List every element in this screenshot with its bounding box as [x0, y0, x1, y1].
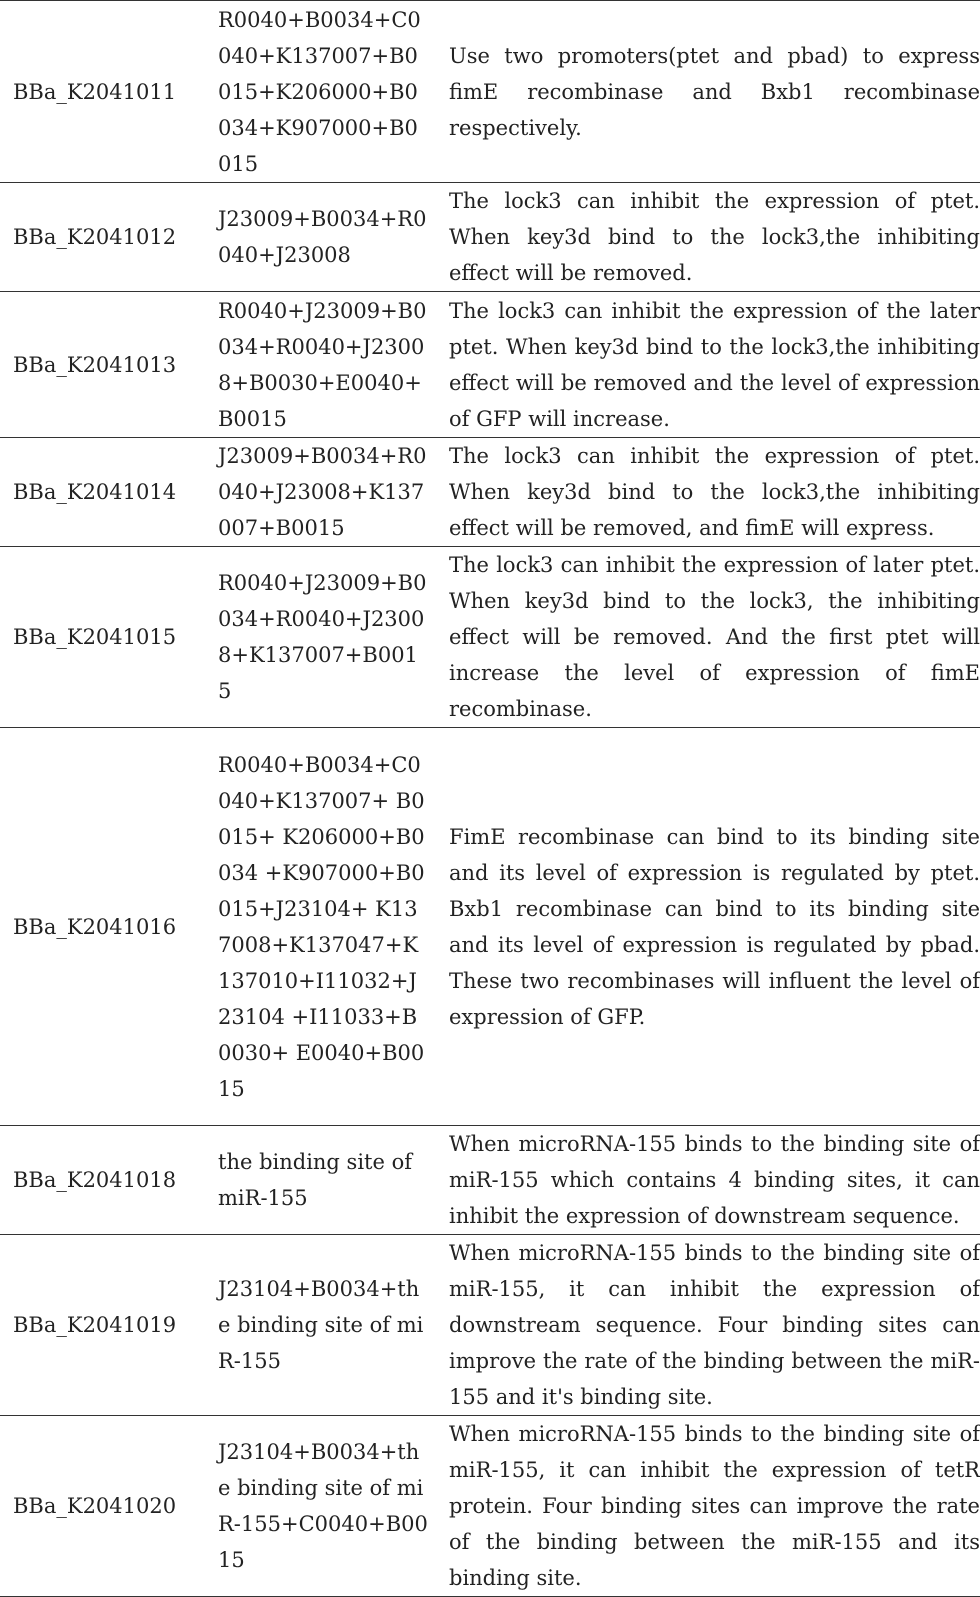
parts-table-body: [0, 1, 980, 1597]
table-row: [0, 1126, 980, 1235]
table-row: [0, 438, 980, 547]
part-components-cell: the binding site of miR-155: [206, 1126, 436, 1235]
part-id-cell: BBa_K2041012: [0, 183, 206, 292]
part-description-cell: The lock3 can inhibit the expression of ptet. When key3d bind to the lock3,the inhibiting effect will be removed, and fimE will express.: [436, 438, 980, 547]
table-row: [0, 1416, 980, 1597]
part-components-cell: R0040+J23009+B0034+R0040+J23008+B0030+E0040+B0015: [206, 292, 436, 438]
part-description-cell: When microRNA-155 binds to the binding site of miR-155 which contains 4 binding sites, it can inhibit the expression of downstream sequence.: [436, 1126, 980, 1235]
part-id-cell: BBa_K2041014: [0, 438, 206, 547]
part-components-cell: J23009+B0034+R0040+J23008: [206, 183, 436, 292]
part-id-cell: BBa_K2041018: [0, 1126, 206, 1235]
part-description-cell: The lock3 can inhibit the expression of the later ptet. When key3d bind to the lock3,the inhibiting effect will be removed and the level of expression of GFP will increase.: [436, 292, 980, 438]
table-row: [0, 1235, 980, 1416]
part-description-cell: The lock3 can inhibit the expression of ptet. When key3d bind to the lock3,the inhibiting effect will be removed.: [436, 183, 980, 292]
table-row: [0, 183, 980, 292]
part-id-cell: BBa_K2041019: [0, 1235, 206, 1416]
part-id-cell: BBa_K2041020: [0, 1416, 206, 1597]
part-components-cell: R0040+B0034+C0040+K137007+ B0015+ K206000+B0034 +K907000+B0015+J23104+ K137008+K137047+K137010+I11032+J23104 +I11033+B0030+ E0040+B0015: [206, 728, 436, 1126]
table-row: [0, 292, 980, 438]
part-components-cell: J23104+B0034+the binding site of miR-155+C0040+B0015: [206, 1416, 436, 1597]
table-row: [0, 728, 980, 1126]
part-description-cell: Use two promoters(ptet and pbad) to express fimE recombinase and Bxb1 recombinase respectively.: [436, 1, 980, 183]
part-components-cell: R0040+J23009+B0034+R0040+J23008+K137007+B0015: [206, 547, 436, 728]
part-description-cell: When microRNA-155 binds to the binding site of miR-155, it can inhibit the expression of tetR protein. Four binding sites can improve the rate of the binding between the miR-155 and its binding site.: [436, 1416, 980, 1597]
part-id-cell: BBa_K2041015: [0, 547, 206, 728]
part-id-cell: BBa_K2041013: [0, 292, 206, 438]
part-components-cell: R0040+B0034+C0040+K137007+B0015+K206000+B0034+K907000+B0015: [206, 1, 436, 183]
part-description-cell: The lock3 can inhibit the expression of later ptet. When key3d bind to the lock3, the inhibiting effect will be removed. And the first ptet will increase the level of expression of fimE recombinase.: [436, 547, 980, 728]
part-components-cell: J23009+B0034+R0040+J23008+K137007+B0015: [206, 438, 436, 547]
part-description-cell: When microRNA-155 binds to the binding site of miR-155, it can inhibit the expression of downstream sequence. Four binding sites can improve the rate of the binding between the miR-155 and it's binding site.: [436, 1235, 980, 1416]
table-row: [0, 1, 980, 183]
part-components-cell: J23104+B0034+the binding site of miR-155: [206, 1235, 436, 1416]
table-row: [0, 547, 980, 728]
part-description-cell: FimE recombinase can bind to its binding site and its level of expression is regulated by ptet. Bxb1 recombinase can bind to its binding site and its level of expression is regulated by pbad. These two recombinases will influent the level of expression of GFP.: [436, 728, 980, 1126]
part-id-cell: BBa_K2041011: [0, 1, 206, 183]
part-id-cell: BBa_K2041016: [0, 728, 206, 1126]
